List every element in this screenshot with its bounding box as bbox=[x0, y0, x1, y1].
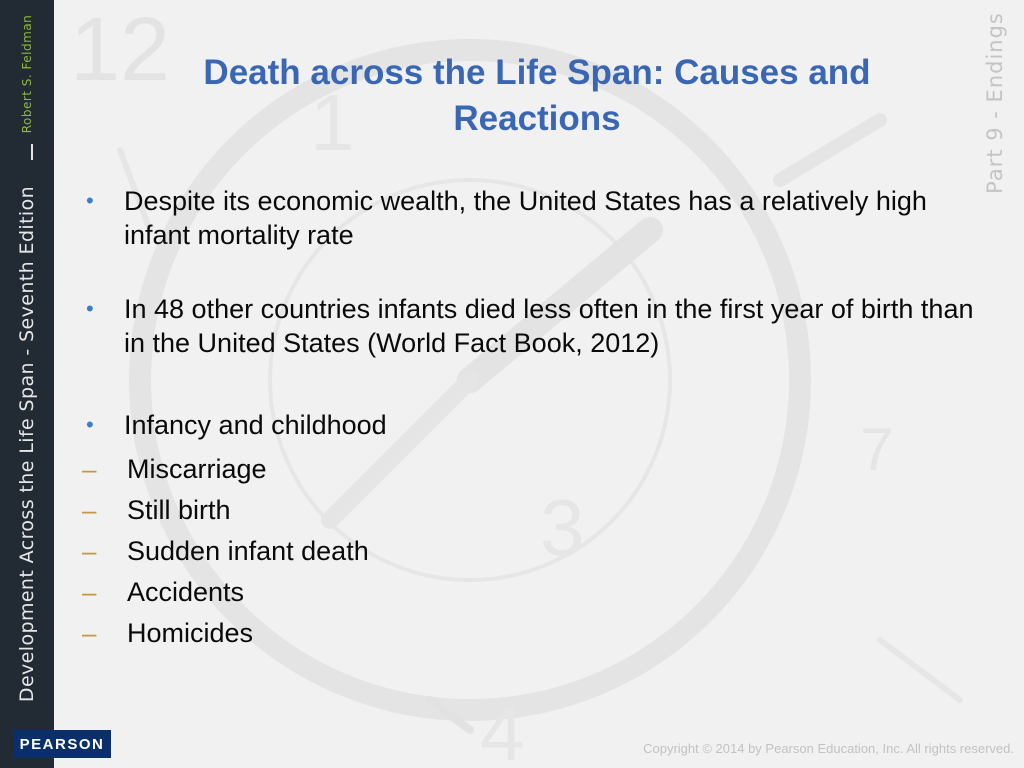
bullet-item: • In 48 other countries infants died less often in the first year of birth than in the United States (World Fact Book, 2012) bbox=[82, 292, 982, 360]
pearson-logo: PEARSON bbox=[13, 730, 111, 758]
bullet-group bbox=[82, 408, 982, 654]
svg-text:3: 3 bbox=[540, 483, 585, 572]
svg-text:4: 4 bbox=[480, 688, 525, 768]
bullet-item: • Infancy and childhood bbox=[82, 408, 982, 442]
sidebar bbox=[0, 0, 54, 768]
sidebar-separator bbox=[31, 144, 33, 160]
sub-bullet-item: – Sudden infant death bbox=[82, 531, 982, 572]
copyright-notice: Copyright © 2014 by Pearson Education, Inc. All rights reserved. bbox=[643, 741, 1014, 756]
book-title: Development Across the Life Span - Seventh Edition bbox=[16, 185, 38, 703]
sub-bullet-item: – Still birth bbox=[82, 490, 982, 531]
sub-bullet-item: – Homicides bbox=[82, 613, 982, 654]
svg-text:7: 7 bbox=[860, 416, 894, 483]
slide-content bbox=[82, 184, 982, 654]
svg-text:1: 1 bbox=[310, 78, 355, 167]
author-name: Robert S. Feldman bbox=[20, 14, 34, 134]
sub-bullet-item: – Accidents bbox=[82, 572, 982, 613]
bullet-item: • Despite its economic wealth, the United States has a relatively high infant mortality rate bbox=[82, 184, 982, 252]
sub-bullet-item: – Miscarriage bbox=[82, 449, 982, 490]
sub-bullet-list bbox=[82, 449, 982, 654]
slide-title: Death across the Life Span: Causes and Reactions bbox=[203, 53, 871, 138]
part-label: Part 9 - Endings bbox=[983, 12, 1007, 194]
svg-text:12: 12 bbox=[70, 0, 171, 100]
